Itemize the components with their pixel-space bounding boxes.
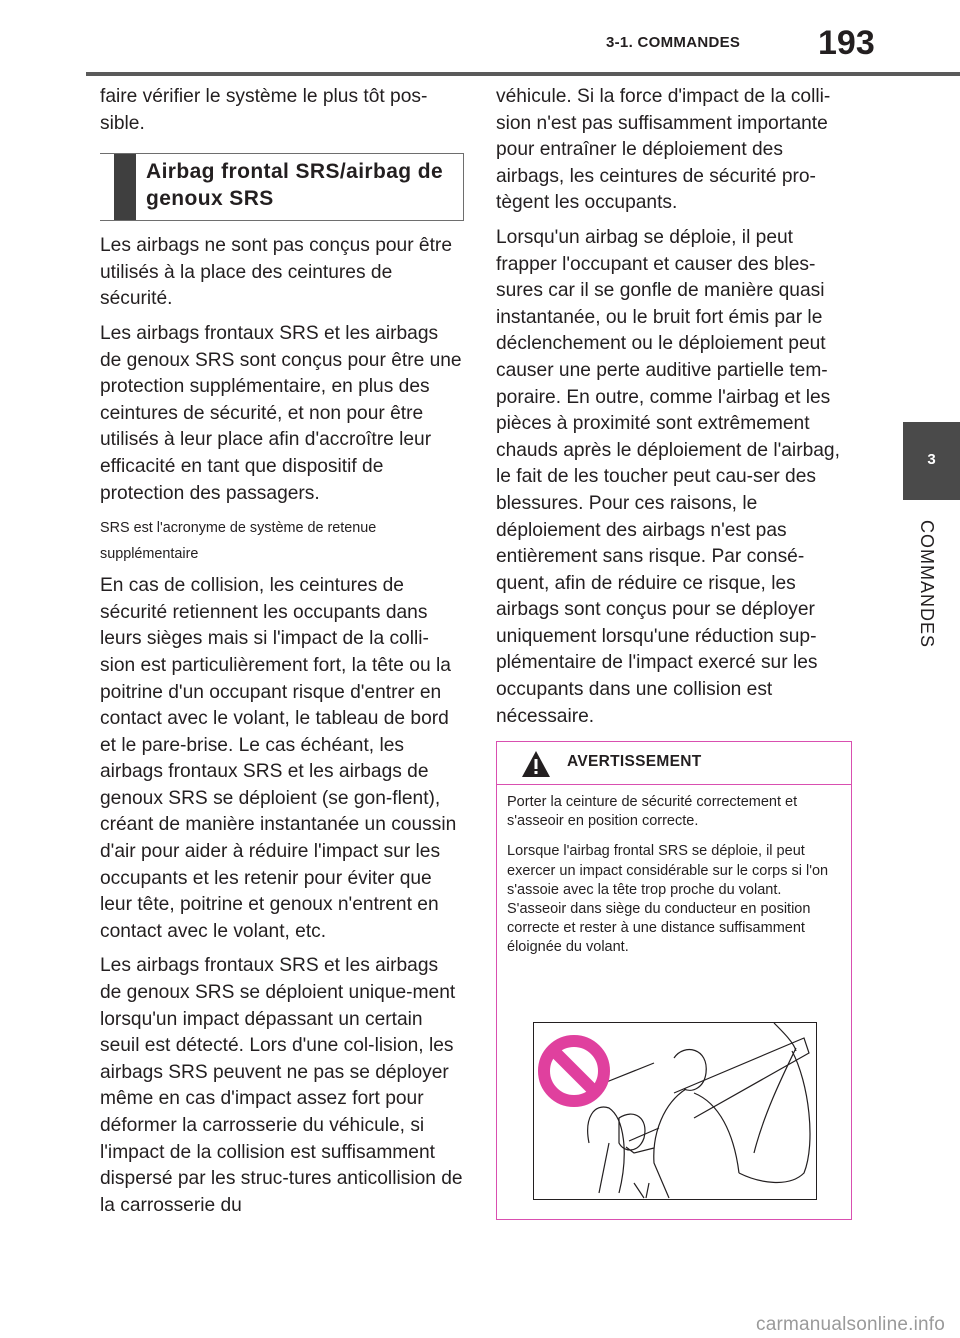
warning-paragraph: Lorsque l'airbag frontal SRS se déploie, il peut exercer un impact considérable sur le corps si l'on s'assoie avec la tête trop proche du volant. S'asseoir dans siège du conducteur en position correcte et rester à une distance suffisamment éloignée du volant. — [507, 843, 829, 956]
paragraph: Les airbags frontaux SRS et les airbags de genoux SRS se déploient unique-ment lorsqu'un impact dépassant un certain seuil est détecté. Lors d'une col-lision, les airbags SRS peuvent ne pas se déployer même en cas d'impact assez fort pour déformer la carrosserie du véhicule, si l'impact de la collision est suffisamment dispersé par les struc-tures anticollision de la carrosserie du — [100, 955, 463, 1216]
heading-text: Airbag frontal SRS/airbag de genoux SRS — [146, 160, 444, 211]
warning-body — [497, 785, 851, 958]
right-column — [496, 84, 848, 738]
header-rule — [86, 72, 960, 76]
watermark: carmanualsonline.info — [756, 1314, 946, 1335]
paragraph: Les airbags frontaux SRS et les airbags de genoux SRS sont conçus pour être une protection supplémentaire, en plus des ceintures de sécurité, et non pour être utilisés à leur place afin d'accroître leur efficacité en tant que dispositif de protection des passagers. — [100, 322, 462, 504]
driver-too-close-illustration — [533, 1022, 817, 1200]
warning-header — [497, 742, 851, 785]
paragraph: Lorsqu'un airbag se déploie, il peut frapper l'occupant et causer des bles-sures car il se gonfle de manière quasi instantanée, ou le bruit fort émis par le déclenchement ou le déploiement peut causer une perte auditive partielle tem-poraire. En outre, comme l'airbag et les pièces à proximité sont extrêmement chauds après le déploiement de l'airbag, le fait de les toucher peut cau-ser des blessures. Pour ces raisons, le déploiement des airbags n'est pas entièrement sans risque. Par consé-quent, afin de réduire ce risque, les airbags sont conçus pour se déployer uniquement lorsqu'une réduction sup-plémentaire de l'impact exercé sur les occupants dans une collision est nécessaire. — [496, 226, 840, 727]
intro-paragraph: faire vérifier le système le plus tôt pos-sible. — [100, 86, 428, 134]
header-section-title: 3-1. COMMANDES — [606, 34, 741, 51]
warning-paragraph: Porter la ceinture de sécurité correctement et s'asseoir en position correcte. — [507, 794, 798, 830]
chapter-label: COMMANDES — [917, 520, 937, 649]
note-paragraph: SRS est l'acronyme de système de retenue supplémentaire — [100, 520, 377, 563]
paragraph: véhicule. Si la force d'impact de la colli-sion n'est pas suffisamment importante pour entraîner le déploiement des airbags, les ceintures de sécurité pro-tègent les occupants. — [496, 86, 831, 214]
page-number: 193 — [818, 24, 875, 62]
left-column — [100, 84, 464, 1227]
section-heading — [100, 153, 464, 221]
chapter-tab: 3 — [903, 422, 960, 500]
warning-title: AVERTISSEMENT — [567, 753, 702, 770]
paragraph: En cas de collision, les ceintures de sécurité retiennent les occupants dans leurs sièges mais si l'impact de la colli-sion est particulièrement fort, la tête ou la poitrine d'un occupant risque d'entrer en contact avec le volant, le tableau de bord et le pare-brise. Le cas échéant, les airbags frontaux SRS et les airbags de genoux SRS se déploient (se gon-flent), créant de manière instantanée un coussin d'air pour aider à réduire l'impact sur les occupants et les retenir pour éviter que leur tête, poitrine et genoux n'entrent en contact avec le volant, etc. — [100, 575, 457, 942]
heading-bar — [114, 154, 136, 220]
warning-box — [496, 741, 852, 1220]
paragraph: Les airbags ne sont pas conçus pour être utilisés à la place des ceintures de sécurité. — [100, 235, 452, 310]
warning-triangle-icon — [521, 750, 551, 778]
